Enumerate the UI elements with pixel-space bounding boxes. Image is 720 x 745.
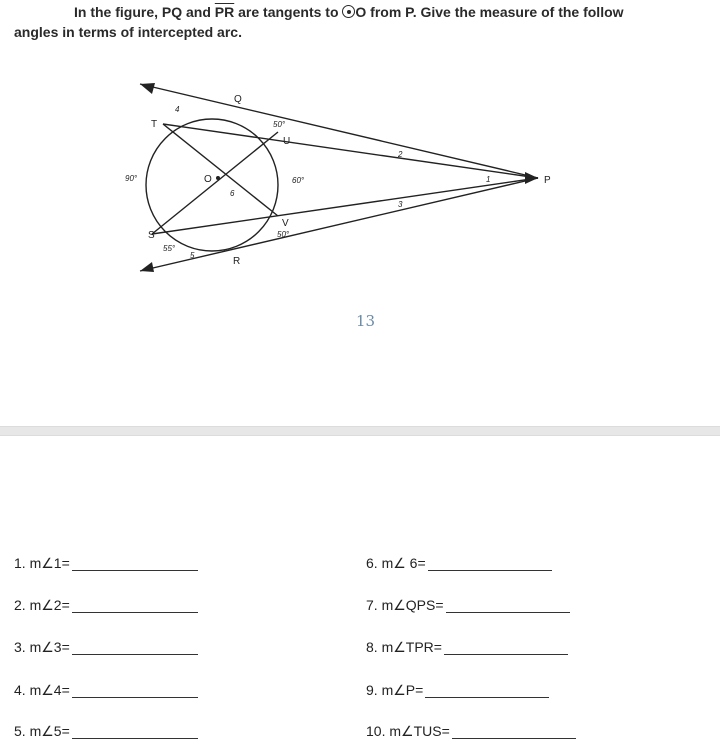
question-4-label: 4. m∠4= bbox=[14, 682, 70, 698]
question-10 bbox=[366, 723, 576, 740]
question-3-label: 3. m∠3= bbox=[14, 639, 70, 655]
page-number: 13 bbox=[356, 312, 376, 330]
label-q: Q bbox=[234, 94, 242, 105]
question-4 bbox=[14, 682, 198, 699]
arc-label-qu: 50° bbox=[273, 120, 286, 129]
question-10-label: 10. m∠TUS= bbox=[366, 723, 450, 739]
page-divider bbox=[0, 426, 720, 436]
label-t: T bbox=[151, 119, 158, 130]
question-1-label: 1. m∠1= bbox=[14, 555, 70, 571]
angle-label-5: 5 bbox=[190, 251, 195, 260]
question-9-label: 9. m∠P= bbox=[366, 682, 424, 698]
tangent-line-pr bbox=[140, 178, 538, 271]
arrowhead-p bbox=[525, 172, 538, 184]
question-2 bbox=[14, 597, 198, 614]
question-8-label: 8. m∠TPR= bbox=[366, 639, 442, 655]
instructions-text-b: are tangents to bbox=[234, 4, 343, 20]
arc-label-vr: 50° bbox=[277, 230, 290, 239]
tangent-line-pq bbox=[140, 84, 538, 178]
answer-blank-5[interactable] bbox=[72, 724, 198, 739]
question-9 bbox=[366, 682, 549, 699]
label-s: S bbox=[148, 230, 155, 241]
question-1 bbox=[14, 555, 198, 572]
question-5 bbox=[14, 723, 198, 740]
secant-pt bbox=[163, 124, 538, 178]
question-7-label: 7. m∠QPS= bbox=[366, 597, 444, 613]
question-8 bbox=[366, 639, 568, 656]
answer-blank-1[interactable] bbox=[72, 556, 198, 571]
angle-label-6: 6 bbox=[230, 189, 235, 198]
angle-label-3: 3 bbox=[398, 200, 403, 209]
question-5-label: 5. m∠5= bbox=[14, 723, 70, 739]
label-u: U bbox=[283, 136, 291, 147]
question-2-label: 2. m∠2= bbox=[14, 597, 70, 613]
instructions-line-2: angles in terms of intercepted arc. bbox=[14, 24, 242, 40]
label-p: P bbox=[544, 175, 551, 186]
angle-label-2: 2 bbox=[398, 150, 403, 159]
center-o-dot bbox=[216, 176, 220, 180]
arc-label-sr: 55° bbox=[163, 244, 176, 253]
answer-blank-6[interactable] bbox=[428, 556, 552, 571]
answer-blank-7[interactable] bbox=[446, 598, 570, 613]
answer-blank-3[interactable] bbox=[72, 640, 198, 655]
question-7 bbox=[366, 597, 570, 614]
arrowhead-r-end bbox=[140, 262, 154, 272]
label-v: V bbox=[282, 218, 289, 229]
answer-blank-2[interactable] bbox=[72, 598, 198, 613]
answer-blank-8[interactable] bbox=[444, 640, 568, 655]
angle-label-4: 4 bbox=[175, 105, 180, 114]
arc-label-ts: 90° bbox=[125, 174, 138, 183]
instructions-text-a: In the figure, PQ and bbox=[74, 4, 215, 20]
instructions-text-c: O from P. Give the measure of the follow bbox=[355, 4, 624, 20]
angle-label-1: 1 bbox=[486, 175, 491, 184]
label-r: R bbox=[233, 256, 241, 267]
arrowhead-q-end bbox=[140, 83, 155, 94]
arc-label-uv: 60° bbox=[292, 176, 305, 185]
tangent-circle-figure bbox=[0, 0, 720, 300]
question-6 bbox=[366, 555, 552, 572]
label-o: O bbox=[204, 174, 212, 185]
question-3 bbox=[14, 639, 198, 656]
question-6-label: 6. m∠ 6= bbox=[366, 555, 426, 571]
answer-blank-4[interactable] bbox=[72, 683, 198, 698]
segment-pr: $\overline{PR}$ bbox=[214, 4, 235, 20]
answer-blank-9[interactable] bbox=[425, 683, 549, 698]
answer-blank-10[interactable] bbox=[452, 724, 576, 739]
